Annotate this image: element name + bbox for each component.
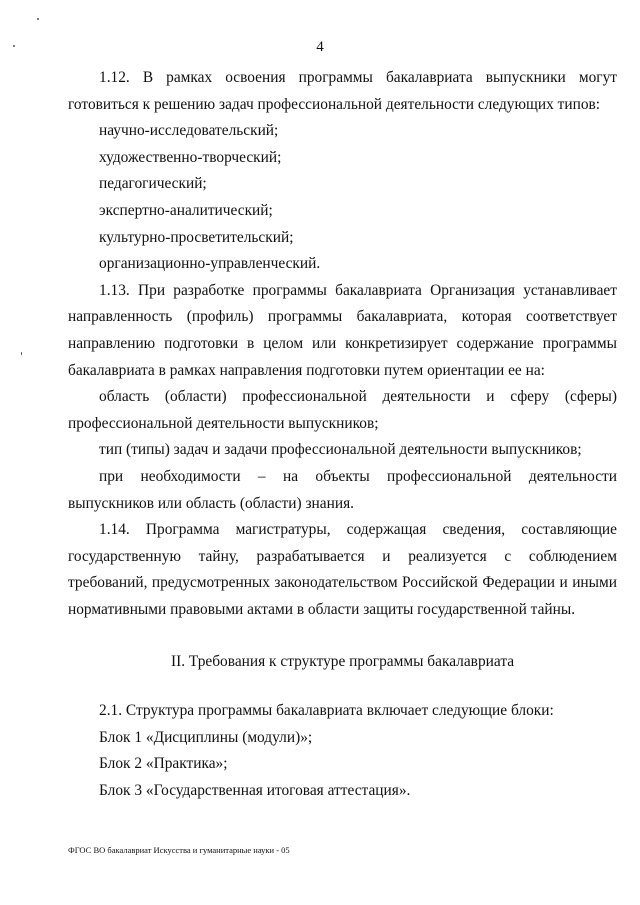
paragraph-2-1: 2.1. Структура программы бакалавриата включает следующие блоки: <box>99 702 554 720</box>
list-item: Блок 2 «Практика»; <box>99 755 228 773</box>
page-number: 4 <box>316 39 324 55</box>
scan-speck <box>13 45 15 47</box>
activity-types-list <box>68 118 617 278</box>
paragraph-1-12: 1.12. В рамках освоения программы бакалавриата выпускники могут готовиться к решению задач профессиональной деятельности следующих типов: <box>68 69 617 113</box>
paragraph-1-13-item: при необходимости – на объекты профессиональной деятельности выпускников или область (области) знания. <box>68 467 617 512</box>
list-item: организационно-управленческий. <box>99 255 321 273</box>
paragraph-1-13-item: тип (типы) задач и задачи профессиональной деятельности выпускников; <box>99 441 582 459</box>
list-item: экспертно-аналитический; <box>99 201 273 219</box>
section-heading: II. Требования к структуре программы бакалавриата <box>170 653 515 671</box>
document-body <box>68 65 617 804</box>
page-footer: ФГОС ВО бакалавриат Искусства и гуманитарные науки - 05 <box>68 845 290 855</box>
blocks-list <box>68 725 617 805</box>
list-item: Блок 1 «Дисциплины (модули)»; <box>99 728 313 746</box>
list-item: педагогический; <box>99 175 207 193</box>
paragraph-1-13: 1.13. При разработке программы бакалавриата Организация устанавливает направленность (профиль) программы бакалавриата, которая соответствует направлению подготовки в целом или конкретизирует содержание программы бакалавриата в рамках направления подготовки путем ориентации ее на: <box>68 281 617 379</box>
paragraph-1-14: 1.14. Программа магистратуры, содержащая сведения, составляющие государственную тайну, разрабатывается и реализуется с соблюдением требований, предусмотренных законодательством Российской Федерации и иными нормативными правовыми актами в области защиты государственной тайны. <box>68 521 617 618</box>
scan-speck <box>37 18 39 20</box>
scan-speck <box>21 352 22 355</box>
spacer <box>68 676 617 698</box>
list-item: Блок 3 «Государственная итоговая аттестация». <box>99 781 411 799</box>
spacer <box>68 623 617 649</box>
list-item: научно-исследовательский; <box>99 122 279 140</box>
list-item: культурно-просветительский; <box>99 228 294 246</box>
paragraph-1-13-item: область (области) профессиональной деятельности и сферу (сферы) профессиональной деятельности выпускников; <box>68 388 617 432</box>
list-item: художественно-творческий; <box>99 148 282 166</box>
